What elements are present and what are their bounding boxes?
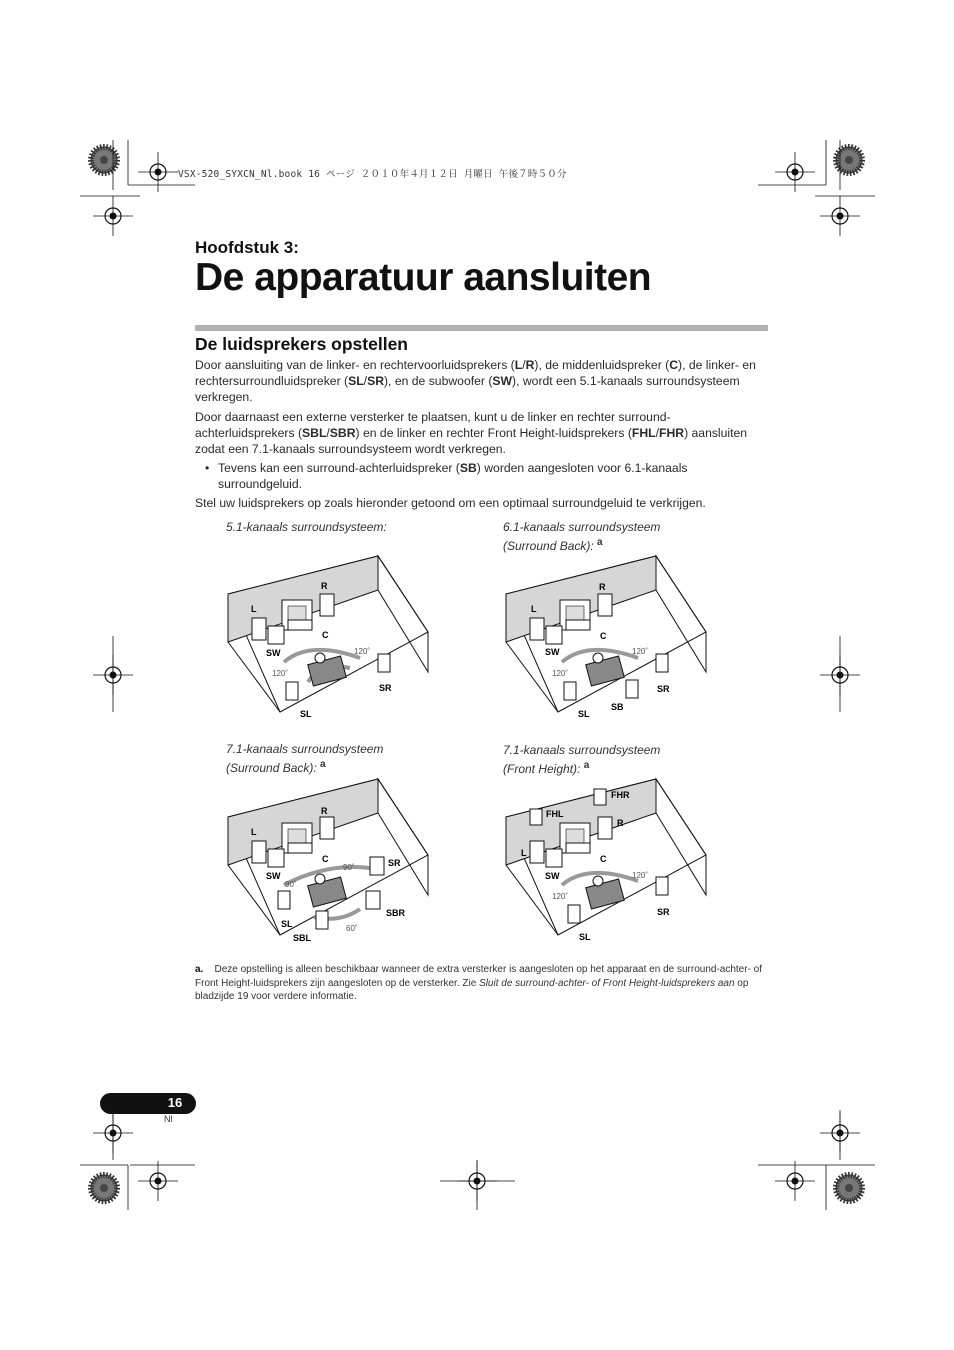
speaker-code: C bbox=[669, 358, 679, 372]
label-sbl: SBL bbox=[293, 933, 311, 943]
chapter-title: De apparatuur aansluiten bbox=[195, 256, 652, 299]
surround-left-speaker-icon bbox=[564, 682, 576, 700]
text-run: ), de middenluidspreker ( bbox=[534, 358, 670, 372]
angle-right: 120˚ bbox=[632, 647, 649, 656]
angle-left: 120˚ bbox=[552, 892, 569, 901]
label-sw: SW bbox=[545, 871, 560, 881]
front-left-speaker-icon bbox=[252, 841, 266, 863]
footnote-text: op bladzijde 19 voor verdere informatie. bbox=[195, 977, 749, 1002]
label-r: R bbox=[617, 818, 624, 828]
section-divider bbox=[195, 325, 768, 331]
footnote-mark: a bbox=[597, 537, 603, 548]
footnote-mark: a. bbox=[195, 964, 204, 975]
label-r: R bbox=[321, 581, 328, 591]
surround-left-speaker-icon bbox=[286, 682, 298, 700]
label-l: L bbox=[251, 604, 257, 614]
label-sr: SR bbox=[379, 683, 392, 693]
page-number: 16 bbox=[167, 1095, 183, 1110]
subwoofer-icon bbox=[268, 849, 284, 867]
chapter-label: Hoofdstuk 3: bbox=[195, 238, 299, 257]
caption-line: 7.1-kanaals surroundsysteem bbox=[226, 742, 384, 756]
surround-left-speaker-icon bbox=[568, 905, 580, 923]
speaker-code: SB bbox=[459, 461, 477, 475]
label-c: C bbox=[600, 854, 607, 864]
speaker-code: SW bbox=[492, 374, 513, 388]
listener-chair-icon bbox=[586, 656, 625, 686]
front-right-speaker-icon bbox=[320, 594, 334, 616]
text-run: ) en de linker en rechter Front Height-luidsprekers ( bbox=[355, 426, 632, 440]
angle-right: 120˚ bbox=[632, 871, 649, 880]
section-title: De luidsprekers opstellen bbox=[195, 334, 408, 354]
angle-left: 120˚ bbox=[552, 669, 569, 678]
caption-line: (Surround Back): bbox=[503, 539, 594, 553]
speaker-code: SBR bbox=[329, 426, 356, 440]
speaker-diagram-71-surround-back bbox=[220, 773, 460, 955]
angle-right: 120˚ bbox=[354, 647, 371, 656]
surround-right-speaker-icon bbox=[378, 654, 390, 672]
bullet-marker: • bbox=[205, 461, 210, 475]
label-sbr: SBR bbox=[386, 908, 406, 918]
surround-right-speaker-icon bbox=[656, 877, 668, 895]
subwoofer-icon bbox=[546, 626, 562, 644]
text-run: ), wordt een 5.1-kanaals surroundsysteem verkregen. bbox=[195, 374, 740, 404]
label-fhr: FHR bbox=[611, 790, 630, 800]
diagram-caption-51 bbox=[226, 519, 387, 535]
text-run: ) aansluiten zodat een 7.1-kanaals surroundsysteem wordt verkregen. bbox=[195, 426, 748, 456]
center-speaker-icon bbox=[288, 620, 312, 630]
label-sb: SB bbox=[611, 702, 624, 712]
speaker-diagram-51 bbox=[220, 550, 460, 732]
label-r: R bbox=[599, 582, 606, 592]
label-r: R bbox=[321, 806, 328, 816]
front-right-speaker-icon bbox=[598, 817, 612, 839]
front-right-speaker-icon bbox=[598, 594, 612, 616]
page-language: Nl bbox=[164, 1114, 173, 1124]
caption-line: 7.1-kanaals surroundsysteem bbox=[503, 743, 661, 757]
speaker-diagram-61 bbox=[498, 550, 738, 732]
caption-line: 6.1-kanaals surroundsysteem bbox=[503, 520, 661, 534]
text-run: / bbox=[363, 374, 368, 388]
text-run: ) worden aangesloten voor 6.1-kanaals surroundgeluid. bbox=[218, 461, 688, 491]
caption-line: (Surround Back): bbox=[226, 761, 317, 775]
subwoofer-icon bbox=[268, 626, 284, 644]
instruction-paragraph: Stel uw luidsprekers op zoals hieronder getoond om een optimaal surroundgeluid te verkrijgen. bbox=[195, 496, 706, 510]
angle-back: 60˚ bbox=[346, 924, 358, 933]
text-run: ), de linker- en rechtersurroundluidspreker ( bbox=[195, 358, 756, 388]
label-sw: SW bbox=[545, 647, 560, 657]
intro-paragraph bbox=[195, 357, 770, 405]
subwoofer-icon bbox=[546, 849, 562, 867]
print-header: VSX-520_SYXCN_Nl.book 16 ページ ２０１０年４月１２日 月曜日 午後７時５０分 bbox=[178, 169, 567, 180]
footnote-text: Deze opstelling is alleen beschikbaar wanneer de extra versterker is aangesloten op het apparaat en de surround-achter- of Front Height-luidsprekers zijn aangesloten op de versterker. Zie bbox=[195, 964, 763, 989]
angle-left: 120˚ bbox=[272, 669, 289, 678]
label-l: L bbox=[251, 827, 257, 837]
angle-right: 90˚ bbox=[343, 863, 355, 872]
text-run: / bbox=[326, 426, 330, 440]
footnote-mark: a bbox=[320, 759, 326, 770]
text-run: / bbox=[655, 426, 659, 440]
footnote-mark: a bbox=[583, 760, 590, 771]
text-run: Door daarnaast een externe versterker te plaatsen, kunt u de linker en rechter surround-achterluidsprekers ( bbox=[195, 410, 671, 440]
extension-paragraph bbox=[195, 409, 770, 457]
listener-chair-icon bbox=[308, 656, 347, 686]
surround-back-right-speaker-icon bbox=[366, 891, 380, 909]
bullet-item bbox=[205, 460, 770, 492]
label-sr: SR bbox=[657, 684, 670, 694]
label-fhl: FHL bbox=[546, 809, 564, 819]
label-l: L bbox=[531, 604, 537, 614]
front-right-speaker-icon bbox=[320, 817, 334, 839]
label-l: L bbox=[521, 848, 527, 858]
speaker-code: R bbox=[525, 358, 535, 372]
front-height-left-speaker-icon bbox=[530, 809, 542, 825]
speaker-code: SL bbox=[348, 374, 364, 388]
front-height-right-speaker-icon bbox=[594, 789, 606, 805]
surround-back-speaker-icon bbox=[626, 680, 638, 698]
speaker-code: L bbox=[514, 358, 523, 372]
diagram-caption-61 bbox=[503, 519, 660, 554]
text-run: Tevens kan een surround-achterluidspreker ( bbox=[218, 461, 460, 475]
front-left-speaker-icon bbox=[530, 618, 544, 640]
speaker-code: FHL bbox=[631, 426, 656, 440]
front-left-speaker-icon bbox=[530, 841, 544, 863]
center-speaker-icon bbox=[566, 620, 590, 630]
text-run: ), en de subwoofer ( bbox=[384, 374, 493, 388]
diagram-caption-71-sb bbox=[226, 741, 383, 776]
label-sl: SL bbox=[578, 709, 590, 719]
angle-left: 90˚ bbox=[285, 880, 297, 889]
speaker-code: SR bbox=[367, 374, 384, 388]
center-speaker-icon bbox=[288, 843, 312, 853]
diagram-caption-71-fh bbox=[503, 742, 660, 777]
front-left-speaker-icon bbox=[252, 618, 266, 640]
caption-line: 5.1-kanaals surroundsysteem: bbox=[226, 520, 387, 534]
label-c: C bbox=[600, 631, 607, 641]
caption-line: (Front Height): bbox=[503, 762, 581, 776]
listener-chair-icon bbox=[586, 879, 625, 909]
label-sl: SL bbox=[300, 709, 312, 719]
label-c: C bbox=[322, 630, 329, 640]
label-sr: SR bbox=[388, 858, 401, 868]
surround-back-left-speaker-icon bbox=[316, 911, 328, 929]
surround-left-speaker-icon bbox=[278, 891, 290, 909]
text-run: / bbox=[522, 358, 526, 372]
footnote bbox=[195, 963, 770, 1004]
text-run: Door aansluiting van de linker- en rechtervoorluidsprekers ( bbox=[195, 358, 515, 372]
label-sl: SL bbox=[579, 932, 591, 942]
speaker-code: FHR bbox=[659, 426, 685, 440]
label-sw: SW bbox=[266, 648, 281, 658]
surround-right-speaker-icon bbox=[370, 857, 384, 875]
speaker-code: SBL bbox=[302, 426, 327, 440]
footnote-reference: Sluit de surround-achter- of Front Height-luidsprekers aan bbox=[479, 977, 735, 989]
label-sw: SW bbox=[266, 871, 281, 881]
label-sr: SR bbox=[657, 907, 670, 917]
surround-right-speaker-icon bbox=[656, 654, 668, 672]
speaker-diagram-71-front-height bbox=[498, 773, 738, 955]
label-c: C bbox=[322, 854, 329, 864]
label-sl: SL bbox=[281, 919, 293, 929]
center-speaker-icon bbox=[566, 843, 590, 853]
